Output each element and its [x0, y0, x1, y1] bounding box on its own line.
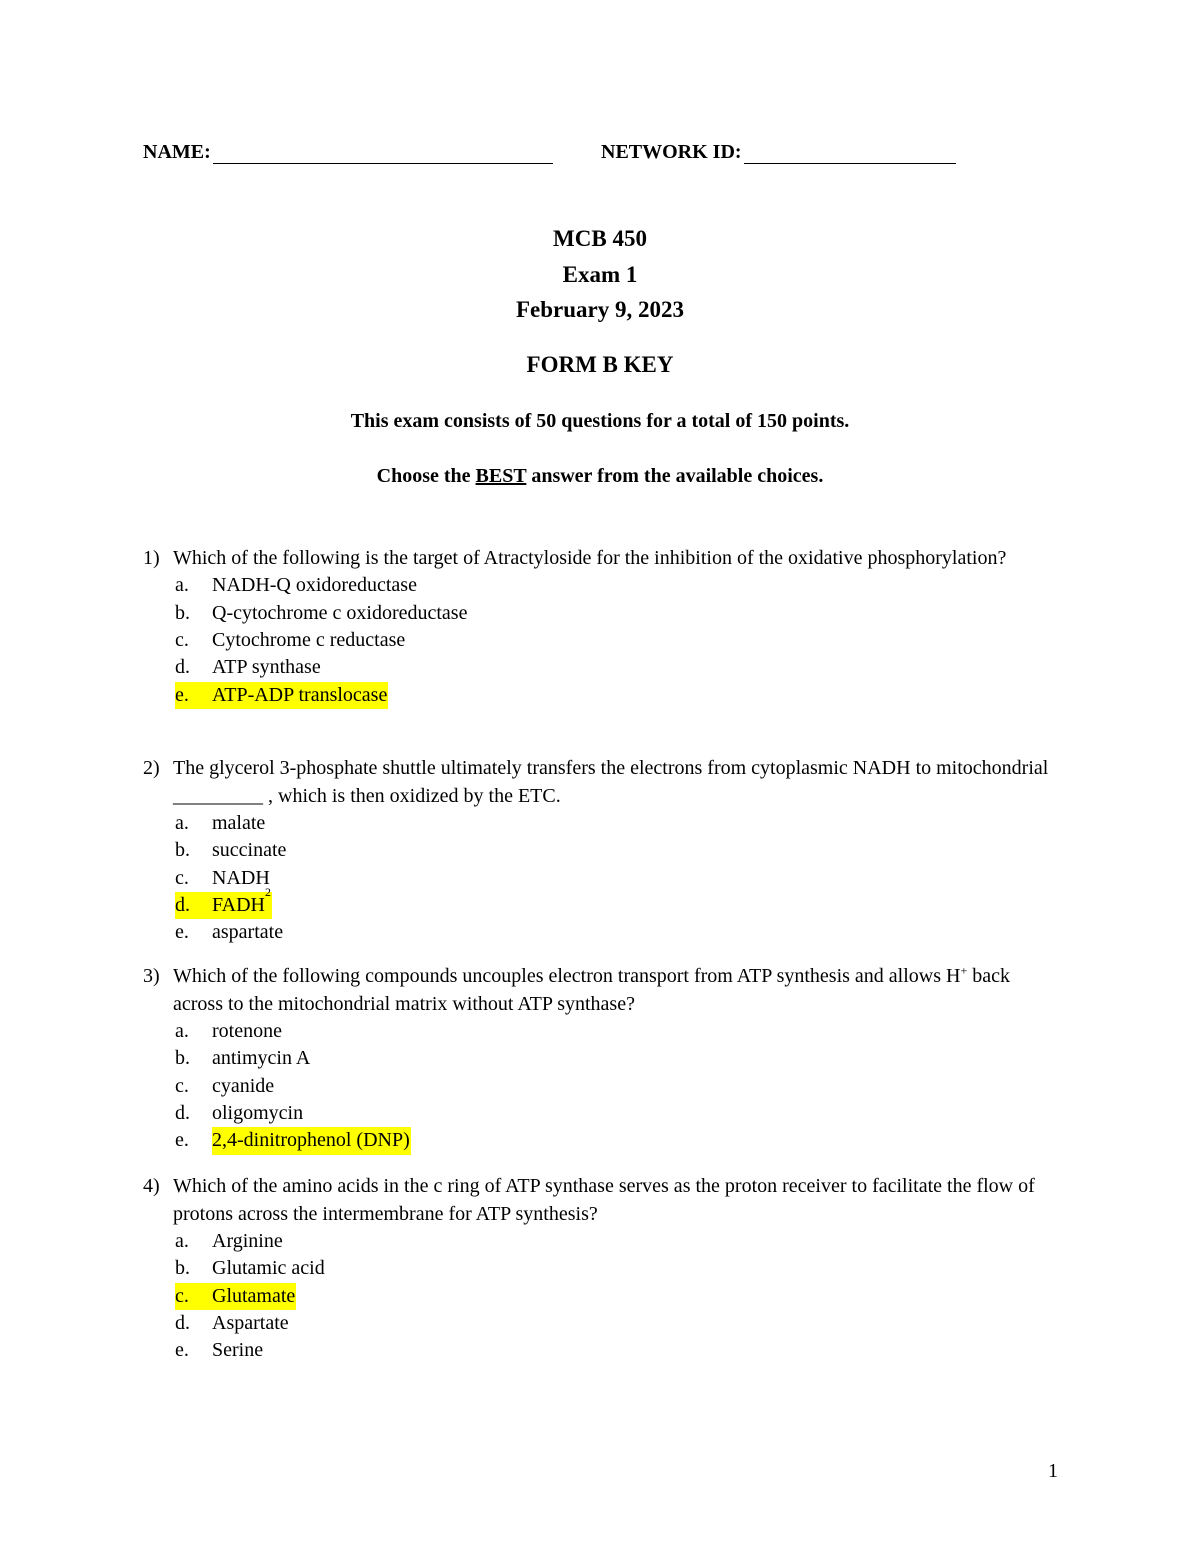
option-letter: d.: [175, 1101, 190, 1124]
exam-instructions: [0, 465, 1200, 488]
option-letter: c.: [175, 1074, 189, 1097]
option-text: malate: [212, 811, 266, 834]
exam-description: This exam consists of 50 questions for a total of 150 points.: [350, 410, 850, 432]
instruction-text-pre: Choose the: [376, 465, 476, 487]
option-letter: b.: [175, 839, 190, 862]
answer-option-e[interactable]: [175, 1337, 1063, 1364]
question-stem: The glycerol 3-phosphate shuttle ultimately transfers the electrons from cytoplasmic NADH to mitochondrial _________ , which is then oxidized by the ETC.: [173, 757, 1049, 807]
option-letter: d.: [175, 1311, 190, 1334]
option-text: oligomycin: [212, 1101, 304, 1124]
correct-answer-highlight: [175, 884, 272, 920]
option-letter: c.: [175, 629, 189, 651]
stem-text-post: back across to the mitochondrial matrix without ATP synthase?: [173, 965, 1011, 1015]
option-text: rotenone: [212, 1019, 282, 1042]
course-title: MCB 450: [553, 226, 647, 251]
question-3: [143, 963, 1063, 1154]
student-info-header: [143, 141, 1103, 175]
option-letter: d.: [175, 656, 190, 679]
option-letter: c.: [175, 866, 189, 889]
question-number: 1): [143, 547, 160, 569]
answer-option-d[interactable]: [175, 1310, 1063, 1337]
answer-option-d[interactable]: [175, 1100, 1063, 1127]
answer-option-c[interactable]: [175, 1073, 1063, 1100]
question-number: 3): [143, 965, 160, 987]
option-text: antimycin A: [212, 1047, 311, 1070]
correct-answer-highlight: 2,4-dinitrophenol (DNP): [212, 1127, 411, 1155]
option-text: cyanide: [212, 1074, 275, 1097]
option-letter: e.: [175, 683, 189, 706]
option-text: Cytochrome c reductase: [212, 629, 406, 651]
option-text: Glutamic acid: [212, 1257, 325, 1280]
question-stem: Which of the following is the target of Atractyloside for the inhibition of the oxidative phosphorylation?: [173, 547, 1007, 569]
option-text: Arginine: [212, 1229, 283, 1252]
network-id-field: [601, 141, 956, 164]
page-number: 1: [1048, 1460, 1058, 1482]
answer-options: [175, 810, 1063, 946]
answer-option-a[interactable]: [175, 1228, 1063, 1255]
option-text: ATP synthase: [212, 656, 321, 679]
answer-option-a[interactable]: [175, 1018, 1063, 1045]
option-letter: b.: [175, 1257, 190, 1280]
exam-date: February 9, 2023: [515, 297, 684, 322]
option-text: Q-cytochrome c oxidoreductase: [212, 601, 468, 624]
form-label: FORM B KEY: [526, 352, 674, 377]
answer-options: [175, 573, 1063, 709]
instruction-emphasis: BEST: [475, 465, 527, 487]
answer-option-e[interactable]: [175, 919, 1063, 946]
answer-option-c[interactable]: [175, 627, 1063, 654]
question-stem: Which of the amino acids in the c ring of ATP synthase serves as the proton receiver to facilitate the flow of protons across the intermembrane for ATP synthesis?: [173, 1175, 1035, 1225]
network-id-label: NETWORK ID:: [601, 141, 742, 163]
option-letter: c.: [175, 1284, 189, 1307]
answer-option-b[interactable]: [175, 837, 1063, 864]
option-letter: a.: [175, 574, 189, 597]
option-text: Glutamate: [212, 1284, 296, 1307]
option-text: aspartate: [212, 921, 284, 944]
name-blank-line[interactable]: [213, 143, 553, 164]
answer-option-b[interactable]: [175, 1045, 1063, 1072]
answer-options: [175, 1228, 1063, 1364]
answer-option-e[interactable]: [175, 1127, 1063, 1154]
answer-option-a[interactable]: [175, 810, 1063, 837]
option-text: FADH: [212, 893, 265, 916]
question-number: 4): [143, 1175, 160, 1197]
answer-option-a[interactable]: [175, 573, 1063, 600]
question-2: [143, 755, 1063, 946]
option-letter: a.: [175, 811, 189, 834]
option-text: Aspartate: [212, 1311, 289, 1334]
option-letter: a.: [175, 1019, 189, 1042]
option-letter: a.: [175, 1229, 189, 1252]
exam-title: Exam 1: [562, 262, 638, 287]
answer-options: [175, 1018, 1063, 1154]
question-1: [143, 545, 1063, 709]
question-stem: [173, 963, 1063, 1018]
option-letter: b.: [175, 1047, 190, 1070]
option-text: NADH: [212, 866, 270, 889]
question-number: 2): [143, 757, 160, 779]
question-4: [143, 1173, 1063, 1364]
instruction-text-post: answer from the available choices.: [526, 465, 824, 487]
option-letter: b.: [175, 601, 190, 624]
answer-option-d-correct[interactable]: [175, 884, 1063, 919]
option-text: ATP-ADP translocase: [212, 683, 388, 706]
option-letter: d.: [175, 893, 190, 916]
option-letter: e.: [175, 1129, 189, 1152]
correct-answer-highlight: [175, 682, 388, 710]
network-id-blank-line[interactable]: [744, 143, 956, 164]
stem-text-pre: Which of the following compounds uncouples electron transport from ATP synthesis and allows H: [173, 965, 961, 987]
option-text: Serine: [212, 1339, 264, 1362]
option-text: succinate: [212, 839, 287, 862]
answer-option-b[interactable]: [175, 600, 1063, 627]
answer-option-e-correct[interactable]: [175, 682, 1063, 709]
subscript: 2: [264, 884, 271, 899]
option-letter: e.: [175, 1339, 189, 1362]
superscript: +: [960, 963, 968, 978]
correct-answer-highlight: [175, 1283, 296, 1311]
answer-option-c-correct[interactable]: [175, 1283, 1063, 1310]
answer-option-b[interactable]: [175, 1255, 1063, 1282]
name-field: [143, 141, 553, 164]
answer-option-d[interactable]: [175, 654, 1063, 681]
option-letter: e.: [175, 921, 189, 944]
name-label: NAME:: [143, 141, 211, 163]
answer-option-c[interactable]: [175, 865, 1063, 892]
option-text: NADH-Q oxidoreductase: [212, 574, 417, 597]
